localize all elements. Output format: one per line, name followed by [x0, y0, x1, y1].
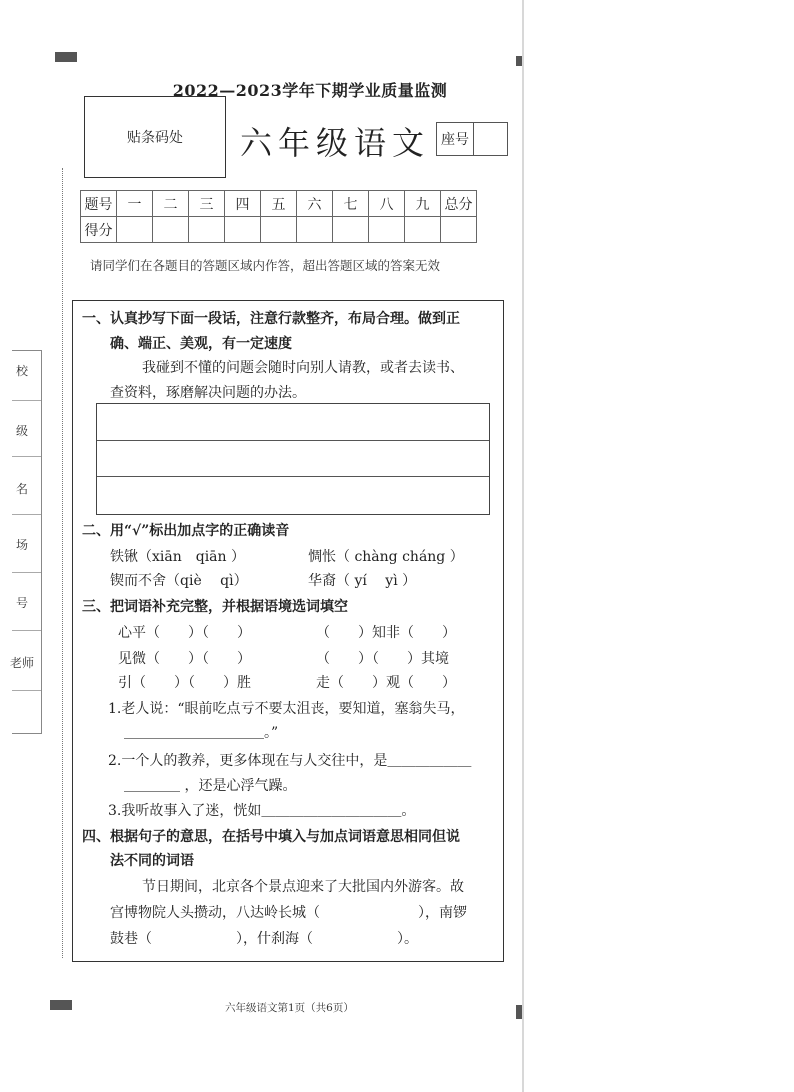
- sidebar-label: 号: [16, 596, 29, 610]
- q1-passage: 我碰到不懂的问题会随时向别人请教，或者去读书、: [142, 360, 464, 376]
- score-cell[interactable]: [333, 217, 369, 243]
- exam-title: 2022—2023学年下期学业质量监测: [172, 81, 448, 100]
- q2-item[interactable]: 铁锹（xiān qiān ）: [110, 549, 245, 565]
- answer-notice: 请同学们在各题目的答题区域内作答，超出答题区域的答案无效: [90, 258, 441, 273]
- q1-passage-cont: 查资料，琢磨解决问题的办法。: [110, 385, 306, 401]
- table-cell: 得分: [81, 217, 117, 243]
- scan-marker: [50, 1000, 72, 1010]
- seat-number-box: [436, 122, 508, 156]
- q3-title: 三、把词语补充完整，并根据语境选词填空: [82, 599, 348, 615]
- sidebar-divider: [12, 690, 41, 691]
- sidebar-divider: [12, 514, 41, 515]
- page-footer: 六年级语文第1页（共6页）: [225, 1002, 354, 1014]
- table-cell: 二: [153, 191, 189, 217]
- score-cell[interactable]: [153, 217, 189, 243]
- sidebar-divider: [12, 400, 41, 401]
- score-cell[interactable]: [369, 217, 405, 243]
- q4-passage: 节日期间，北京各个景点迎来了大批国内外游客。故: [142, 879, 464, 895]
- sidebar-label: 校: [16, 364, 29, 378]
- table-cell: 总分: [441, 191, 477, 217]
- score-cell[interactable]: [117, 217, 153, 243]
- q4-passage-cont[interactable]: 宫博物院人头攒动，八达岭长城（ ），南锣: [110, 905, 467, 921]
- sidebar-divider: [12, 456, 41, 457]
- q3-sentence-2[interactable]: 2.一个人的教养，更多体现在与人交往中，是＿＿＿＿＿＿: [108, 753, 472, 769]
- q3-sentence-1-blank[interactable]: ＿＿＿＿＿＿＿＿＿＿。”: [124, 725, 279, 741]
- q3-word[interactable]: 引（ ）（ ）胜: [118, 675, 251, 691]
- page-edge: [522, 0, 524, 1092]
- table-cell: 八: [369, 191, 405, 217]
- score-cell[interactable]: [189, 217, 225, 243]
- table-cell: 五: [261, 191, 297, 217]
- score-cell[interactable]: [297, 217, 333, 243]
- score-cell[interactable]: [441, 217, 477, 243]
- table-cell: 七: [333, 191, 369, 217]
- q3-word[interactable]: 心平（ ）（ ）: [118, 625, 251, 641]
- table-row: [81, 191, 477, 217]
- q3-sentence-1: 1.老人说：“眼前吃点亏不要太沮丧，要知道，塞翁失马，: [108, 701, 465, 717]
- q2-title: 二、用“√”标出加点字的正确读音: [82, 523, 290, 539]
- binding-dotted-line: [62, 168, 63, 958]
- table-cell: 一: [117, 191, 153, 217]
- seat-number-field[interactable]: [474, 123, 507, 155]
- sidebar-label: 老师: [10, 656, 35, 670]
- score-cell[interactable]: [261, 217, 297, 243]
- sidebar-label: 级: [16, 424, 29, 438]
- score-cell[interactable]: [225, 217, 261, 243]
- scan-marker: [516, 56, 522, 66]
- writing-line: [97, 440, 489, 441]
- q2-item[interactable]: 锲而不舍（qiè qì）: [110, 573, 248, 589]
- sidebar-divider: [12, 572, 41, 573]
- q2-item[interactable]: 惆怅（ chàng cháng ）: [308, 549, 464, 565]
- q3-word[interactable]: 走（ ）观（ ）: [316, 675, 456, 691]
- q2-item[interactable]: 华裔（ yí yì ）: [308, 573, 417, 589]
- sidebar-label: 名: [16, 482, 29, 496]
- seat-label: 座号: [437, 123, 474, 155]
- table-cell: 题号: [81, 191, 117, 217]
- q3-word[interactable]: （ ）（ ）其境: [316, 651, 449, 667]
- table-cell: 四: [225, 191, 261, 217]
- scan-marker: [516, 1005, 522, 1019]
- q3-sentence-3[interactable]: 3.我听故事入了迷，恍如＿＿＿＿＿＿＿＿＿＿。: [108, 803, 416, 819]
- table-cell: 九: [405, 191, 441, 217]
- q3-word[interactable]: 见微（ ）（ ）: [118, 651, 251, 667]
- table-row: [81, 217, 477, 243]
- barcode-area: [84, 96, 226, 178]
- barcode-label: 贴条码处: [127, 130, 183, 146]
- q4-title-cont: 法不同的词语: [110, 853, 194, 869]
- q1-title: 一、认真抄写下面一段话，注意行款整齐，布局合理。做到正: [82, 311, 460, 327]
- q4-title: 四、根据句子的意思，在括号中填入与加点词语意思相同但说: [82, 829, 460, 845]
- q3-word[interactable]: （ ）知非（ ）: [316, 625, 456, 641]
- q1-title-cont: 确、端正、美观，有一定速度: [110, 336, 292, 352]
- score-cell[interactable]: [405, 217, 441, 243]
- score-table: [80, 190, 477, 243]
- subject-title: 六年级语文: [240, 124, 431, 162]
- writing-line: [97, 476, 489, 477]
- scan-marker: [55, 52, 77, 62]
- copy-writing-box[interactable]: [96, 403, 490, 515]
- table-cell: 六: [297, 191, 333, 217]
- sidebar-label: 场: [16, 538, 29, 552]
- q3-sentence-2-cont[interactable]: ＿＿＿＿ ，还是心浮气躁。: [124, 778, 297, 794]
- table-cell: 三: [189, 191, 225, 217]
- q4-passage-cont[interactable]: 鼓巷（ ），什刹海（ ）。: [110, 931, 418, 947]
- sidebar-divider: [12, 630, 41, 631]
